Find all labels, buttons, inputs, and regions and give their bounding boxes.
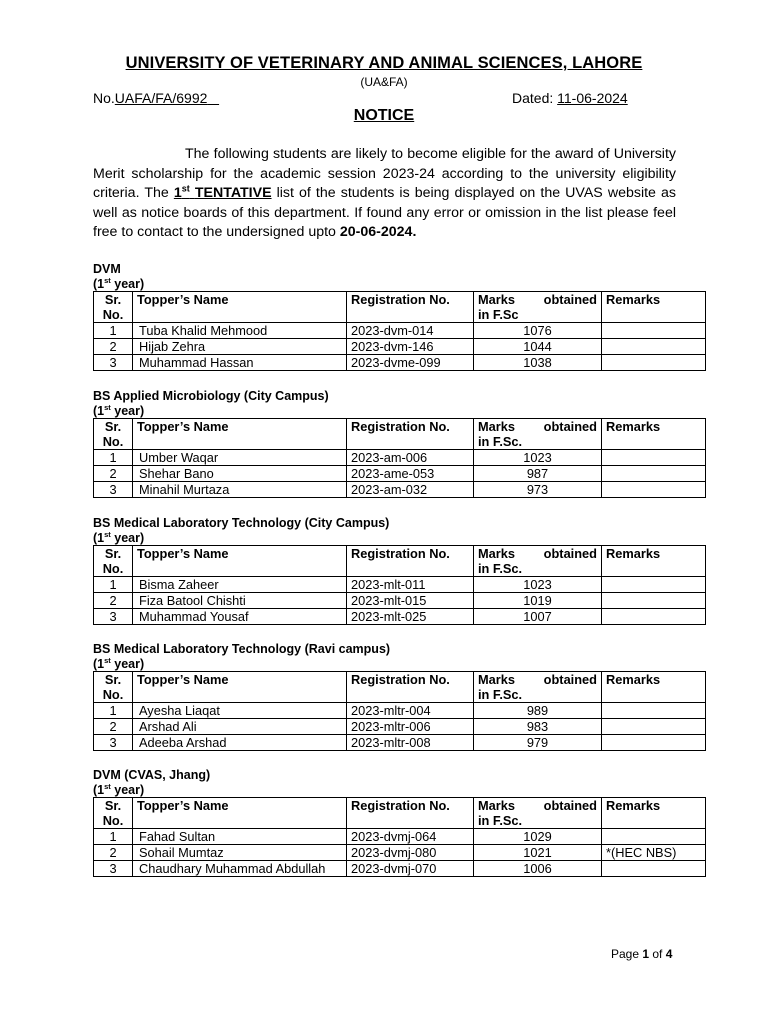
table-row: 3 Chaudhary Muhammad Abdullah 2023-dvmj-070 1006 [94, 861, 706, 877]
col-reg: Registration No. [347, 292, 474, 323]
table-row: 2 Sohail Mumtaz 2023-dvmj-080 1021 *(HEC NBS) [94, 845, 706, 861]
toppers-table [93, 291, 706, 371]
section-year: (1st year) [93, 275, 145, 291]
table-header-row [94, 419, 706, 450]
ref-number-value: UAFA/FA/6992 [114, 90, 208, 106]
table-header-row [94, 798, 706, 829]
toppers-table [93, 797, 706, 877]
table-header-row [94, 546, 706, 577]
col-reg: Registration No. [347, 546, 474, 577]
toppers-table [93, 671, 706, 751]
section-mlt-city [93, 516, 706, 625]
table-row: 3 Muhammad Hassan 2023-dvme-099 1038 [94, 355, 706, 371]
section-title: DVM (CVAS, Jhang) [93, 768, 211, 782]
reference-number [93, 90, 219, 106]
paragraph-part1: The following students are likely to become eligible for the award of University Merit scholarship for the academic session 2023-24 according to the university eligibility criteria. The [93, 146, 676, 202]
section-dvm-jhang [93, 768, 706, 877]
col-name: Topper’s Name [133, 798, 347, 829]
section-title: BS Medical Laboratory Technology (City Campus) [93, 516, 390, 530]
col-marks: Marks obtained in F.Sc. [474, 546, 602, 577]
table-row: 1 Bisma Zaheer 2023-mlt-011 1023 [94, 577, 706, 593]
section-applied-microbiology [93, 389, 706, 498]
table-row: 2 Arshad Ali 2023-mltr-006 983 [94, 719, 706, 735]
section-dvm [93, 262, 706, 371]
table-row: 2 Shehar Bano 2023-ame-053 987 [94, 466, 706, 482]
table-row: 2 Fiza Batool Chishti 2023-mlt-015 1019 [94, 593, 706, 609]
date-label: Dated: [512, 90, 558, 106]
section-title: BS Applied Microbiology (City Campus) [93, 389, 329, 403]
notice-heading: NOTICE [353, 107, 415, 124]
col-reg: Registration No. [347, 672, 474, 703]
section-mlt-ravi [93, 642, 706, 751]
section-year: (1st year) [93, 655, 145, 671]
table-row: 2 Hijab Zehra 2023-dvm-146 1044 [94, 339, 706, 355]
col-remarks: Remarks [602, 419, 706, 450]
paragraph-ordinal: 1st TENTATIVE [173, 183, 272, 202]
table-header-row [94, 292, 706, 323]
university-title: UNIVERSITY OF VETERINARY AND ANIMAL SCIENCES, LAHORE [125, 54, 643, 72]
col-marks: Marks obtained in F.Sc. [474, 798, 602, 829]
col-remarks: Remarks [602, 546, 706, 577]
col-name: Topper’s Name [133, 419, 347, 450]
col-marks: Marks obtained in F.Sc. [474, 419, 602, 450]
table-row: 1 Tuba Khalid Mehmood 2023-dvm-014 1076 [94, 323, 706, 339]
table-row: 3 Minahil Murtaza 2023-am-032 973 [94, 482, 706, 498]
toppers-table [93, 545, 706, 625]
section-year: (1st year) [93, 781, 145, 797]
table-header-row [94, 672, 706, 703]
col-sr: Sr. No. [94, 546, 133, 577]
paragraph-deadline: 20-06-2024. [339, 224, 417, 241]
table-row: 1 Fahad Sultan 2023-dvmj-064 1029 [94, 829, 706, 845]
col-reg: Registration No. [347, 798, 474, 829]
col-remarks: Remarks [602, 798, 706, 829]
notice-date [512, 90, 628, 106]
section-year: (1st year) [93, 402, 145, 418]
table-row: 1 Ayesha Liaqat 2023-mltr-004 989 [94, 703, 706, 719]
university-subtitle: (UA&FA) [360, 75, 408, 89]
col-name: Topper’s Name [133, 672, 347, 703]
notice-paragraph [93, 145, 676, 243]
section-title: BS Medical Laboratory Technology (Ravi campus) [93, 642, 391, 656]
paragraph-tentative: TENTATIVE [194, 185, 272, 202]
table-row: 1 Umber Waqar 2023-am-006 1023 [94, 450, 706, 466]
col-remarks: Remarks [602, 672, 706, 703]
col-sr: Sr. No. [94, 419, 133, 450]
section-title: DVM [93, 262, 121, 276]
section-year: (1st year) [93, 529, 145, 545]
col-sr: Sr. No. [94, 292, 133, 323]
col-sr: Sr. No. [94, 798, 133, 829]
table-row: 3 Adeeba Arshad 2023-mltr-008 979 [94, 735, 706, 751]
col-sr: Sr. No. [94, 672, 133, 703]
paragraph-part2: list of the students is being displayed on the UVAS website as well as notice boards of this department. If found any error or omission in the list please feel free to contact to the undersigned upto [93, 185, 676, 241]
col-reg: Registration No. [347, 419, 474, 450]
table-row: 3 Muhammad Yousaf 2023-mlt-025 1007 [94, 609, 706, 625]
col-remarks: Remarks [602, 292, 706, 323]
col-marks: Marks obtained in F.Sc. [474, 672, 602, 703]
page-footer: Page 1 of 4 [611, 947, 673, 961]
col-name: Topper’s Name [133, 546, 347, 577]
col-marks: Marks obtained in F.Sc [474, 292, 602, 323]
col-name: Topper’s Name [133, 292, 347, 323]
ref-prefix: No. [93, 90, 115, 106]
date-value: 11-06-2024 [557, 90, 628, 106]
toppers-table [93, 418, 706, 498]
